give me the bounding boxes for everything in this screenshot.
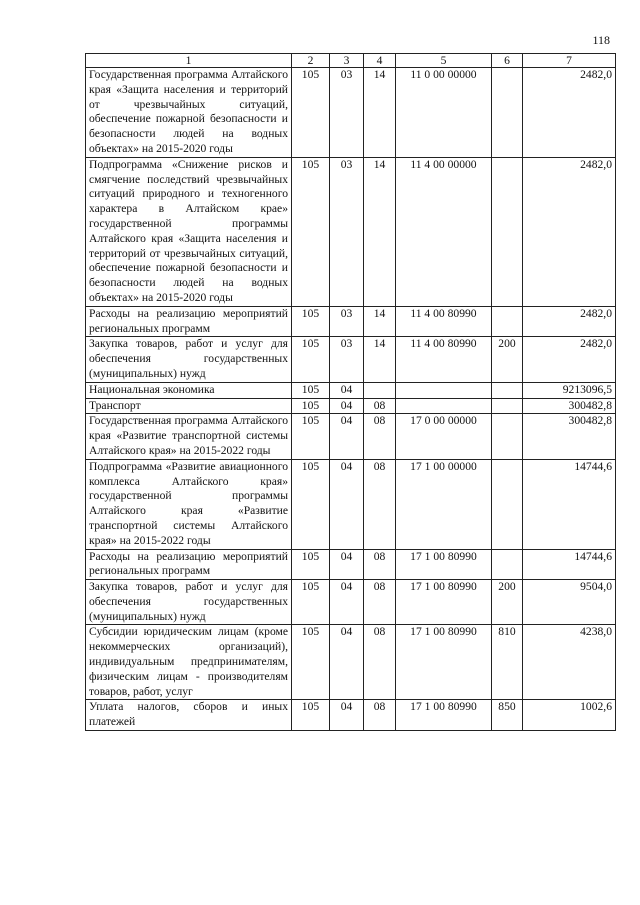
row-chapter-cell: 03: [330, 157, 364, 306]
row-section-code-cell: 105: [292, 414, 330, 459]
row-chapter-cell: 03: [330, 68, 364, 158]
table-row: [86, 549, 616, 580]
row-subchapter-cell: 14: [364, 306, 396, 337]
header-row: [86, 54, 616, 68]
row-subchapter-cell: 08: [364, 700, 396, 731]
row-expense-type-cell: [492, 157, 523, 306]
table-row: [86, 68, 616, 158]
row-chapter-cell: 04: [330, 700, 364, 731]
row-section-code-cell: 105: [292, 700, 330, 731]
row-target-article-cell: [396, 382, 492, 398]
row-section-code-cell: 105: [292, 337, 330, 382]
row-expense-type-cell: [492, 68, 523, 158]
column-header: 4: [364, 54, 396, 68]
row-target-article-cell: 17 1 00 80990: [396, 700, 492, 731]
row-chapter-cell: 03: [330, 306, 364, 337]
row-target-article-cell: 11 4 00 80990: [396, 306, 492, 337]
row-chapter-cell: 04: [330, 549, 364, 580]
table-row: [86, 157, 616, 306]
table-row: [86, 382, 616, 398]
row-amount-cell: 1002,6: [523, 700, 616, 731]
row-subchapter-cell: 08: [364, 414, 396, 459]
column-header: 2: [292, 54, 330, 68]
row-amount-cell: 9504,0: [523, 580, 616, 625]
row-amount-cell: 4238,0: [523, 625, 616, 700]
row-expense-type-cell: [492, 414, 523, 459]
row-name-cell: Уплата налогов, сборов и иных платежей: [86, 700, 292, 731]
row-chapter-cell: 04: [330, 580, 364, 625]
row-subchapter-cell: 08: [364, 459, 396, 549]
row-name-cell: Расходы на реализацию мероприятий региональных программ: [86, 549, 292, 580]
row-target-article-cell: 17 1 00 80990: [396, 549, 492, 580]
row-target-article-cell: 17 0 00 00000: [396, 414, 492, 459]
page-number: 118: [592, 33, 610, 47]
row-subchapter-cell: 08: [364, 625, 396, 700]
row-subchapter-cell: 14: [364, 157, 396, 306]
row-chapter-cell: 03: [330, 337, 364, 382]
row-target-article-cell: [396, 398, 492, 414]
row-name-cell: Подпрограмма «Развитие авиационного комплекса Алтайского края» государственной программы Алтайского края «Развитие транспортной системы Алтайского края» на 2015-2022 годы: [86, 459, 292, 549]
table-row: [86, 625, 616, 700]
budget-table: [85, 53, 616, 731]
row-section-code-cell: 105: [292, 459, 330, 549]
row-target-article-cell: 11 0 00 00000: [396, 68, 492, 158]
row-expense-type-cell: 810: [492, 625, 523, 700]
row-amount-cell: 2482,0: [523, 337, 616, 382]
column-header: 6: [492, 54, 523, 68]
row-section-code-cell: 105: [292, 382, 330, 398]
row-expense-type-cell: 200: [492, 580, 523, 625]
row-name-cell: Подпрограмма «Снижение рисков и смягчение последствий чрезвычайных ситуаций природного и техногенного характера в Алтайском крае» государственной программы Алтайского края «Защита населения и территорий от чрезвычайных ситуаций, обеспечение пожарной безопасности и безопасности людей на водных объектах» на 2015-2020 годы: [86, 157, 292, 306]
column-header: 5: [396, 54, 492, 68]
row-name-cell: Расходы на реализацию мероприятий региональных программ: [86, 306, 292, 337]
table-row: [86, 398, 616, 414]
row-amount-cell: 2482,0: [523, 157, 616, 306]
row-chapter-cell: 04: [330, 459, 364, 549]
table-row: [86, 459, 616, 549]
row-subchapter-cell: 14: [364, 68, 396, 158]
row-amount-cell: 14744,6: [523, 459, 616, 549]
row-expense-type-cell: 850: [492, 700, 523, 731]
row-expense-type-cell: [492, 549, 523, 580]
row-expense-type-cell: 200: [492, 337, 523, 382]
column-header: 1: [86, 54, 292, 68]
row-expense-type-cell: [492, 382, 523, 398]
row-section-code-cell: 105: [292, 157, 330, 306]
row-target-article-cell: 11 4 00 00000: [396, 157, 492, 306]
table-row: [86, 414, 616, 459]
column-header: 3: [330, 54, 364, 68]
row-section-code-cell: 105: [292, 549, 330, 580]
row-target-article-cell: 17 1 00 80990: [396, 625, 492, 700]
row-section-code-cell: 105: [292, 625, 330, 700]
row-section-code-cell: 105: [292, 306, 330, 337]
row-name-cell: Государственная программа Алтайского края «Защита населения и территорий от чрезвычайных ситуаций, обеспечение пожарной безопасности и безопасности людей на водных объектах» на 2015-2020 годы: [86, 68, 292, 158]
table-row: [86, 337, 616, 382]
row-section-code-cell: 105: [292, 68, 330, 158]
row-section-code-cell: 105: [292, 398, 330, 414]
column-header: 7: [523, 54, 616, 68]
row-chapter-cell: 04: [330, 398, 364, 414]
row-name-cell: Национальная экономика: [86, 382, 292, 398]
row-target-article-cell: 17 1 00 00000: [396, 459, 492, 549]
row-subchapter-cell: 08: [364, 549, 396, 580]
row-name-cell: Субсидии юридическим лицам (кроме некоммерческих организаций), индивидуальным предпринимателям, физическим лицам - производителям товаров, работ, услуг: [86, 625, 292, 700]
table-row: [86, 306, 616, 337]
row-subchapter-cell: 08: [364, 580, 396, 625]
row-subchapter-cell: 14: [364, 337, 396, 382]
row-expense-type-cell: [492, 306, 523, 337]
row-amount-cell: 9213096,5: [523, 382, 616, 398]
table-row: [86, 580, 616, 625]
row-target-article-cell: 17 1 00 80990: [396, 580, 492, 625]
row-amount-cell: 300482,8: [523, 414, 616, 459]
row-chapter-cell: 04: [330, 414, 364, 459]
row-section-code-cell: 105: [292, 580, 330, 625]
row-subchapter-cell: [364, 382, 396, 398]
row-amount-cell: 2482,0: [523, 306, 616, 337]
row-amount-cell: 300482,8: [523, 398, 616, 414]
table-body: [86, 68, 616, 731]
row-name-cell: Транспорт: [86, 398, 292, 414]
row-name-cell: Закупка товаров, работ и услуг для обеспечения государственных (муниципальных) нужд: [86, 337, 292, 382]
row-target-article-cell: 11 4 00 80990: [396, 337, 492, 382]
row-amount-cell: 2482,0: [523, 68, 616, 158]
row-chapter-cell: 04: [330, 382, 364, 398]
table-row: [86, 700, 616, 731]
row-chapter-cell: 04: [330, 625, 364, 700]
row-expense-type-cell: [492, 398, 523, 414]
row-subchapter-cell: 08: [364, 398, 396, 414]
row-amount-cell: 14744,6: [523, 549, 616, 580]
row-expense-type-cell: [492, 459, 523, 549]
row-name-cell: Государственная программа Алтайского края «Развитие транспортной системы Алтайского края» на 2015-2022 годы: [86, 414, 292, 459]
row-name-cell: Закупка товаров, работ и услуг для обеспечения государственных (муниципальных) нужд: [86, 580, 292, 625]
